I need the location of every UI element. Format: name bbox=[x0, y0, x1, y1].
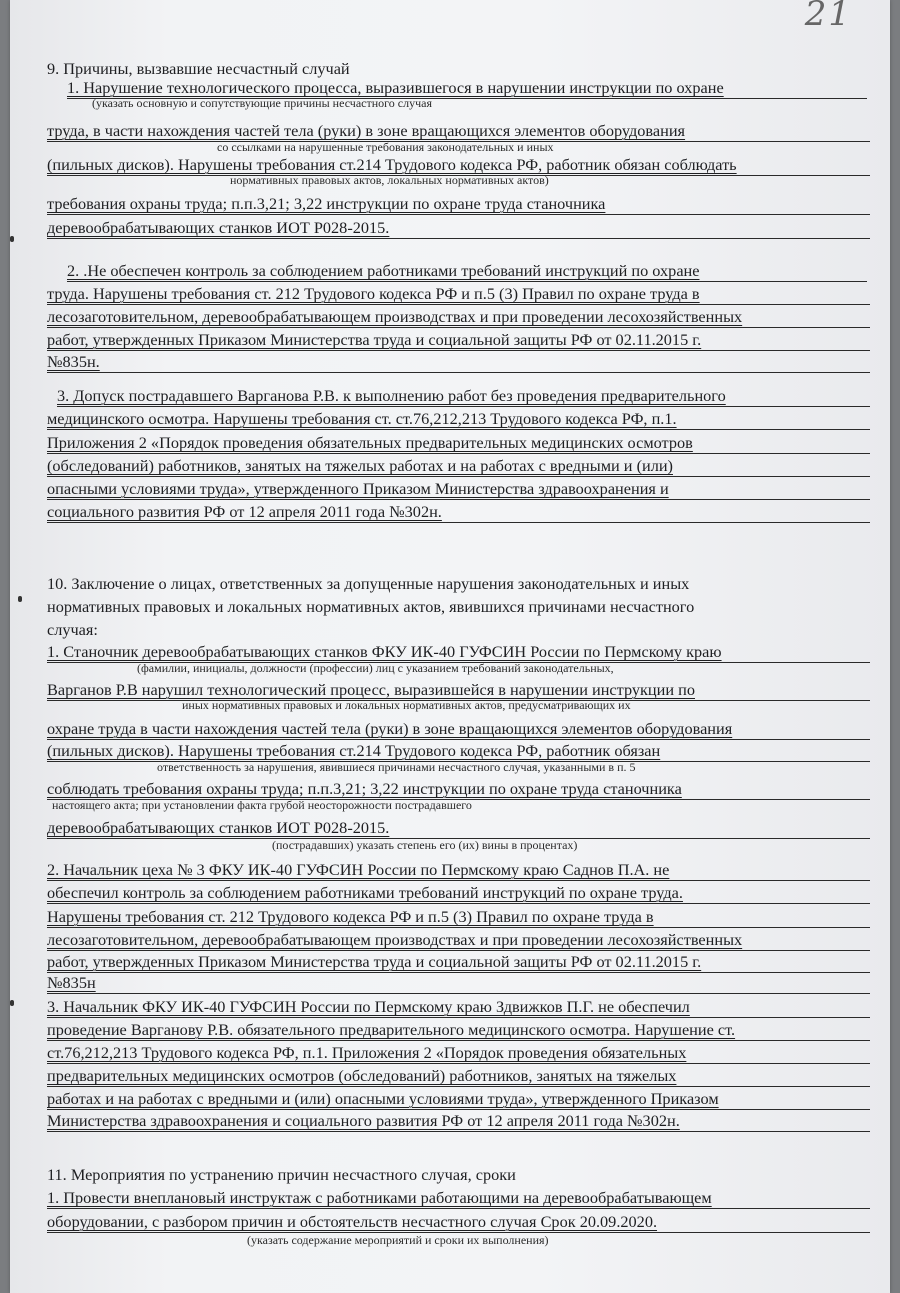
form-caption: настоящего акта; при установлении факта грубой неосторожности пострадавшего bbox=[52, 798, 472, 812]
section-10-line: предварительных медицинских осмотров (обследований) работников, занятых на тяжелых bbox=[47, 1066, 870, 1087]
section-9-line: лесозаготовительном, деревообрабатывающем производствах и при проведении лесохозяйственных bbox=[47, 307, 870, 328]
section-10-heading: 10. Заключение о лицах, ответственных за допущенные нарушения законодательных и иных bbox=[47, 574, 690, 593]
section-9-line: работ, утвержденных Приказом Министерства труда и социальной защиты РФ от 02.11.2015 г. bbox=[47, 330, 870, 351]
section-10-line: работах и на работах с вредными и (или) опасными условиями труда», утвержденного Приказом bbox=[47, 1089, 870, 1110]
section-10-line: 2. Начальник цеха № 3 ФКУ ИК-40 ГУФСИН России по Пермскому краю Саднов П.А. не bbox=[47, 860, 870, 881]
section-10-line: 3. Начальник ФКУ ИК-40 ГУФСИН России по Пермскому краю Здвижков П.Г. не обеспечил bbox=[47, 997, 870, 1018]
margin-mark bbox=[10, 236, 14, 242]
page-number-handwritten: 21 bbox=[804, 0, 852, 34]
section-10-line: Министерства здравоохранения и социального развития РФ от 12 апреля 2011 года №302н. bbox=[47, 1111, 870, 1132]
margin-mark bbox=[18, 596, 22, 602]
section-10-line: ст.76,212,213 Трудового кодекса РФ, п.1. Приложения 2 «Порядок проведения обязательных bbox=[47, 1043, 870, 1064]
section-9-line: (обследований) работников, занятых на тяжелых работах и на работах с вредными и (или) bbox=[47, 456, 870, 477]
section-10-heading: случая: bbox=[47, 620, 98, 639]
section-10-line: проведение Варганову Р.В. обязательного предварительного медицинского осмотра. Нарушение ст. bbox=[47, 1020, 870, 1041]
section-10-line: (пильных дисков). Нарушены требования ст.214 Трудового кодекса РФ, работник обязан bbox=[47, 741, 870, 762]
section-9-line: медицинского осмотра. Нарушены требования ст. ст.76,212,213 Трудового кодекса РФ, п.1. bbox=[47, 409, 870, 430]
section-10-line: Варганов Р.В нарушил технологический процесс, выразившейся в нарушении инструкции по bbox=[47, 680, 870, 701]
section-9-line: №835н. bbox=[47, 352, 870, 373]
section-11-heading: 11. Мероприятия по устранению причин несчастного случая, сроки bbox=[47, 1165, 516, 1184]
section-11-line: 1. Провести внеплановый инструктаж с работниками работающими на деревообрабатывающем bbox=[47, 1188, 870, 1209]
section-9-line: Приложения 2 «Порядок проведения обязательных предварительных медицинских осмотров bbox=[47, 433, 870, 454]
section-11-line: оборудовании, с разбором причин и обстоятельств несчастного случая Срок 20.09.2020. bbox=[47, 1212, 870, 1233]
form-caption: (пострадавших) указать степень его (их) вины в процентах) bbox=[272, 838, 578, 852]
section-10-line: обеспечил контроль за соблюдением работниками требований инструкций по охране труда. bbox=[47, 883, 870, 904]
section-10-line: Нарушены требования ст. 212 Трудового кодекса РФ и п.5 (3) Правил по охране труда в bbox=[47, 907, 870, 928]
section-10-line: 1. Станочник деревообрабатывающих станков ФКУ ИК-40 ГУФСИН России по Пермскому краю bbox=[47, 642, 870, 663]
margin-mark bbox=[10, 1000, 14, 1006]
section-9-line: опасными условиями труда», утвержденного Приказом Министерства здравоохранения и bbox=[47, 479, 870, 500]
section-9-line: социального развития РФ от 12 апреля 2011 года №302н. bbox=[47, 502, 870, 523]
section-9-line: (пильных дисков). Нарушены требования ст.214 Трудового кодекса РФ, работник обязан соблюдать bbox=[47, 155, 870, 176]
section-10-heading: нормативных правовых и локальных нормативных актов, явившихся причинами несчастного bbox=[47, 597, 695, 616]
section-9-heading: 9. Причины, вызвавшие несчастный случай bbox=[47, 59, 350, 78]
form-caption: (указать основную и сопутствующие причины несчастного случая bbox=[92, 96, 432, 110]
section-9-line: 2. .Не обеспечен контроль за соблюдением работниками требований инструкций по охране bbox=[67, 261, 867, 282]
section-10-line: деревообрабатывающих станков ИОТ Р028-2015. bbox=[47, 818, 870, 839]
form-caption: нормативных правовых актов, локальных нормативных актов) bbox=[230, 173, 549, 187]
form-caption: со ссылками на нарушенные требования законодательных и иных bbox=[217, 140, 554, 154]
section-9-line: труда, в части нахождения частей тела (руки) в зоне вращающихся элементов оборудования bbox=[47, 121, 870, 142]
section-10-line: лесозаготовительном, деревообрабатывающем производствах и при проведении лесохозяйственных bbox=[47, 930, 870, 951]
form-caption: ответственность за нарушения, явившиеся причинами несчастного случая, указанными в п. 5 bbox=[157, 760, 636, 774]
document-page bbox=[10, 0, 890, 1293]
form-caption: (фамилии, инициалы, должности (профессии) лиц с указанием требований законодательных, bbox=[137, 661, 614, 675]
section-9-line: деревообрабатывающих станков ИОТ Р028-2015. bbox=[47, 218, 870, 239]
section-10-line: охране труда в части нахождения частей тела (руки) в зоне вращающихся элементов оборудования bbox=[47, 719, 870, 740]
section-9-line: требования охраны труда; п.п.3,21; 3,22 инструкции по охране труда станочника bbox=[47, 194, 870, 215]
section-10-line: соблюдать требования охраны труда; п.п.3,21; 3,22 инструкции по охране труда станочника bbox=[47, 779, 870, 800]
section-9-line: труда. Нарушены требования ст. 212 Трудового кодекса РФ и п.5 (3) Правил по охране труда в bbox=[47, 284, 870, 305]
section-10-line: работ, утвержденных Приказом Министерства труда и социальной защиты РФ от 02.11.2015 г. bbox=[47, 952, 870, 973]
form-caption: иных нормативных правовых и локальных нормативных актов, предусматривающих их bbox=[182, 698, 631, 712]
section-9-line: 3. Допуск пострадавшего Варганова Р.В. к выполнению работ без проведения предварительного bbox=[57, 386, 870, 407]
form-caption: (указать содержание мероприятий и сроки их выполнения) bbox=[247, 1233, 549, 1247]
section-10-line: №835н bbox=[47, 973, 870, 994]
section-9-line: 1. Нарушение технологического процесса, выразившегося в нарушении инструкции по охране bbox=[67, 78, 867, 99]
